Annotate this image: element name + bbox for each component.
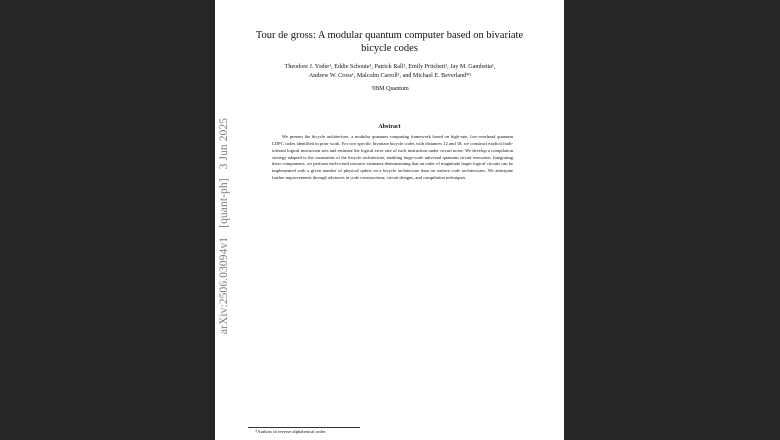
paper-title: Tour de gross: A modular quantum computer based on bivariate bicycle codes — [255, 30, 524, 54]
affiliation: ¹IBM Quantum — [371, 86, 409, 92]
author-line-1: Theodore J. Yoder¹, Eddie Schoute¹, Patrick Rall¹, Emily Pritchett¹, Jay M. Gambetta¹, — [284, 64, 496, 70]
arxiv-date: 3 Jun 2025 — [218, 117, 230, 170]
arxiv-stamp — [218, 112, 230, 334]
footnote: *Authors in reverse alphabetical order. — [255, 429, 327, 434]
arxiv-id: arXiv:2506.03094v1 — [218, 236, 230, 335]
abstract-text: We present the bicycle architecture, a modular quantum computing framework based on high-rate, low-overhead quantum LDPC codes identified in prior work. For two specific bivariate bicycle codes with distances 12 and 18, we construct explicit fault-tolerant logical instruction sets and estimate the logical error rate of each instruction under circuit noise. We develop a compilation strategy adapted to the constraints of the bicycle architecture, enabling large-scale universal quantum circuit execution. Integrating these components, we perform end-to-end resource estimates demonstrating that an order of magnitude larger logical circuits can be implemented with a given number of physical qubits on a bicycle architecture than on surface code architectures. We anticipate further improvements through advances in code constructions, circuit designs, and compilation techniques. — [272, 134, 513, 181]
arxiv-category: [quant-ph] — [218, 178, 230, 228]
footnote-divider — [248, 427, 360, 428]
pdf-page — [215, 0, 564, 440]
author-list — [240, 63, 540, 81]
author-line-2: Andrew W. Cross¹, Malcolm Carroll¹, and Michael E. Beverland*¹ — [308, 73, 472, 79]
abstract-heading: Abstract — [378, 124, 401, 130]
